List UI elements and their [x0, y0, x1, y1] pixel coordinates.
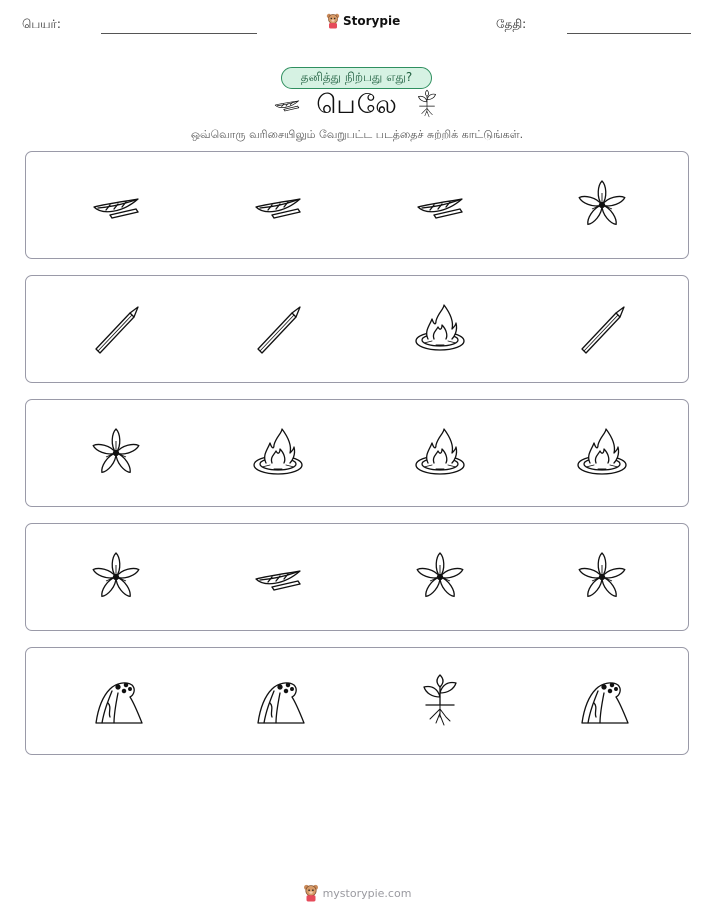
flower-icon[interactable]	[574, 549, 630, 605]
volcano-icon[interactable]	[88, 673, 144, 729]
date-label: தேதி:	[496, 17, 527, 31]
question-badge: தனித்து நிற்பது எது?	[281, 67, 432, 89]
flower-icon[interactable]	[574, 177, 630, 233]
footer	[0, 884, 714, 902]
fire-icon[interactable]	[412, 425, 468, 481]
flower-icon[interactable]	[412, 549, 468, 605]
bear-mascot-icon	[326, 13, 340, 29]
brand-name: Storypie	[343, 14, 401, 28]
stick-icon[interactable]	[88, 301, 144, 357]
canoe-decoration-icon	[272, 89, 302, 123]
flower-icon[interactable]	[88, 425, 144, 481]
footer-url[interactable]: mystorypie.com	[322, 886, 412, 900]
exercise-rows	[25, 151, 689, 771]
canoe-icon[interactable]	[250, 549, 306, 605]
canoe-icon[interactable]	[412, 177, 468, 233]
exercise-row	[25, 647, 689, 755]
name-line[interactable]	[101, 33, 257, 34]
volcano-icon[interactable]	[574, 673, 630, 729]
sprout-decoration-icon	[412, 89, 442, 123]
instruction-text: ஒவ்வொரு வரிசையிலும் வேறுபட்ட படத்தைச் சுற்றிக் காட்டுங்கள்.	[190, 128, 524, 141]
sprout-icon[interactable]	[412, 673, 468, 729]
stick-icon[interactable]	[250, 301, 306, 357]
canoe-icon[interactable]	[88, 177, 144, 233]
fire-icon[interactable]	[574, 425, 630, 481]
exercise-row	[25, 151, 689, 259]
brand-logo	[326, 13, 400, 29]
bear-mascot-icon	[303, 884, 319, 902]
fire-icon[interactable]	[412, 301, 468, 357]
fire-icon[interactable]	[250, 425, 306, 481]
exercise-row	[25, 523, 689, 631]
title-row	[0, 89, 714, 123]
stick-icon[interactable]	[574, 301, 630, 357]
page-title: பெலே	[316, 89, 398, 120]
name-label: பெயர்:	[22, 17, 61, 31]
flower-icon[interactable]	[88, 549, 144, 605]
exercise-row	[25, 275, 689, 383]
exercise-row	[25, 399, 689, 507]
date-line[interactable]	[567, 33, 691, 34]
canoe-icon[interactable]	[250, 177, 306, 233]
volcano-icon[interactable]	[250, 673, 306, 729]
